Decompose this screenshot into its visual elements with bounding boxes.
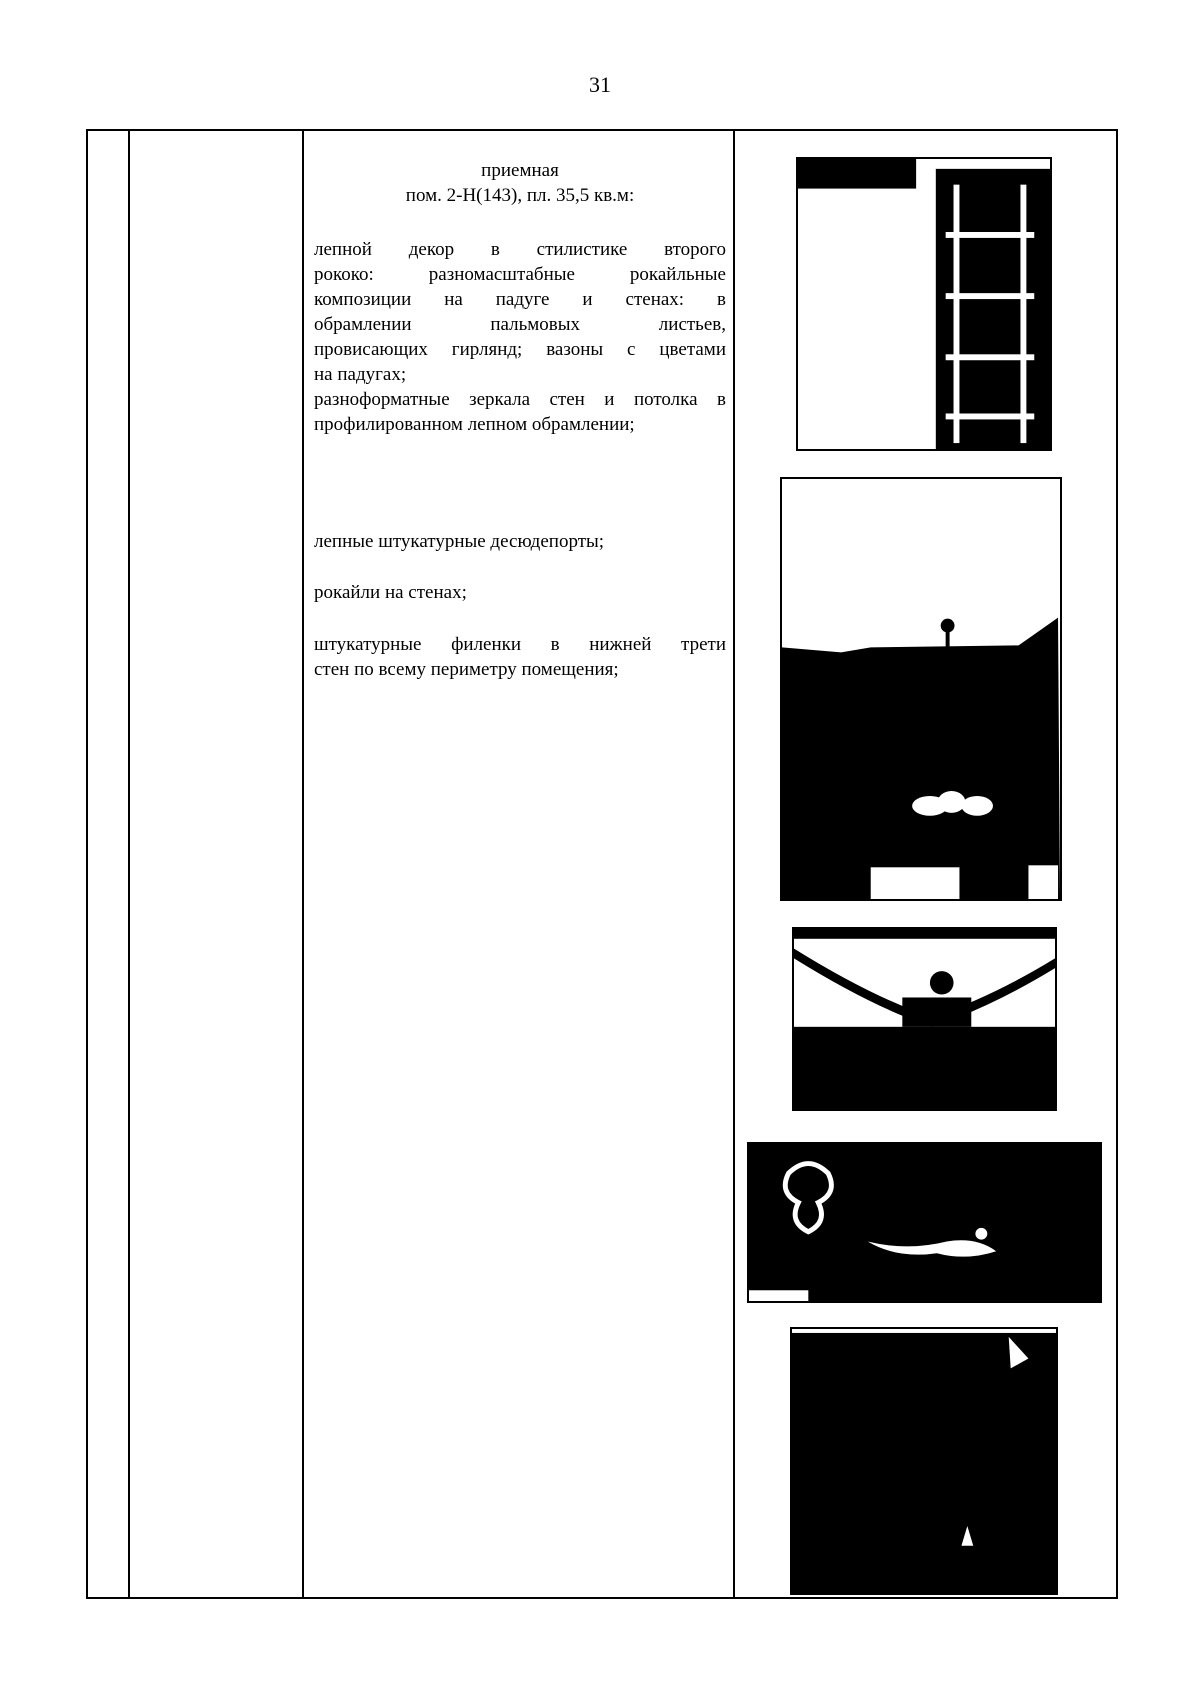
decor-line: провисающих гирлянд; вазоны с цветами <box>314 339 726 360</box>
overdoors-line: лепные штукатурные десюдепорты; <box>314 531 605 552</box>
photo-window <box>796 157 1052 451</box>
panels-paragraph <box>314 632 726 682</box>
rocailles-line: рокайли на стенах; <box>314 582 467 603</box>
room-line: пом. 2-Н(143), пл. 35,5 кв.м: <box>405 185 635 206</box>
decor-line: лепной декор в стилистике второго <box>314 239 726 260</box>
decor-line: на падугах; <box>314 364 407 385</box>
panels-line: штукатурные филенки в нижней трети <box>314 634 726 655</box>
column-divider-2 <box>302 131 304 1597</box>
photo-ceiling-chandelier <box>792 927 1057 1111</box>
mirrors-paragraph <box>314 387 726 437</box>
decor-line: обрамлении пальмовых листьев, <box>314 314 726 335</box>
page-number: 31 <box>589 72 611 97</box>
rocailles-paragraph <box>314 580 726 605</box>
column-divider-3 <box>733 131 735 1597</box>
overdoors-paragraph <box>314 529 726 554</box>
photo-dark-room <box>790 1327 1058 1595</box>
section-title: приемная <box>481 160 559 181</box>
column-divider-1 <box>128 131 130 1597</box>
mirrors-line: профилированном лепном обрамлении; <box>314 414 635 435</box>
panels-line: стен по всему периметру помещения; <box>314 659 619 680</box>
photo-rocaille-detail <box>747 1142 1102 1303</box>
mirrors-line: разноформатные зеркала стен и потолка в <box>314 389 726 410</box>
photo-room-interior <box>780 477 1062 901</box>
decor-line: рококо: разномасштабные рокайльные <box>314 264 726 285</box>
decor-line: композиции на падуге и стенах: в <box>314 289 726 310</box>
decor-paragraph <box>314 237 726 387</box>
